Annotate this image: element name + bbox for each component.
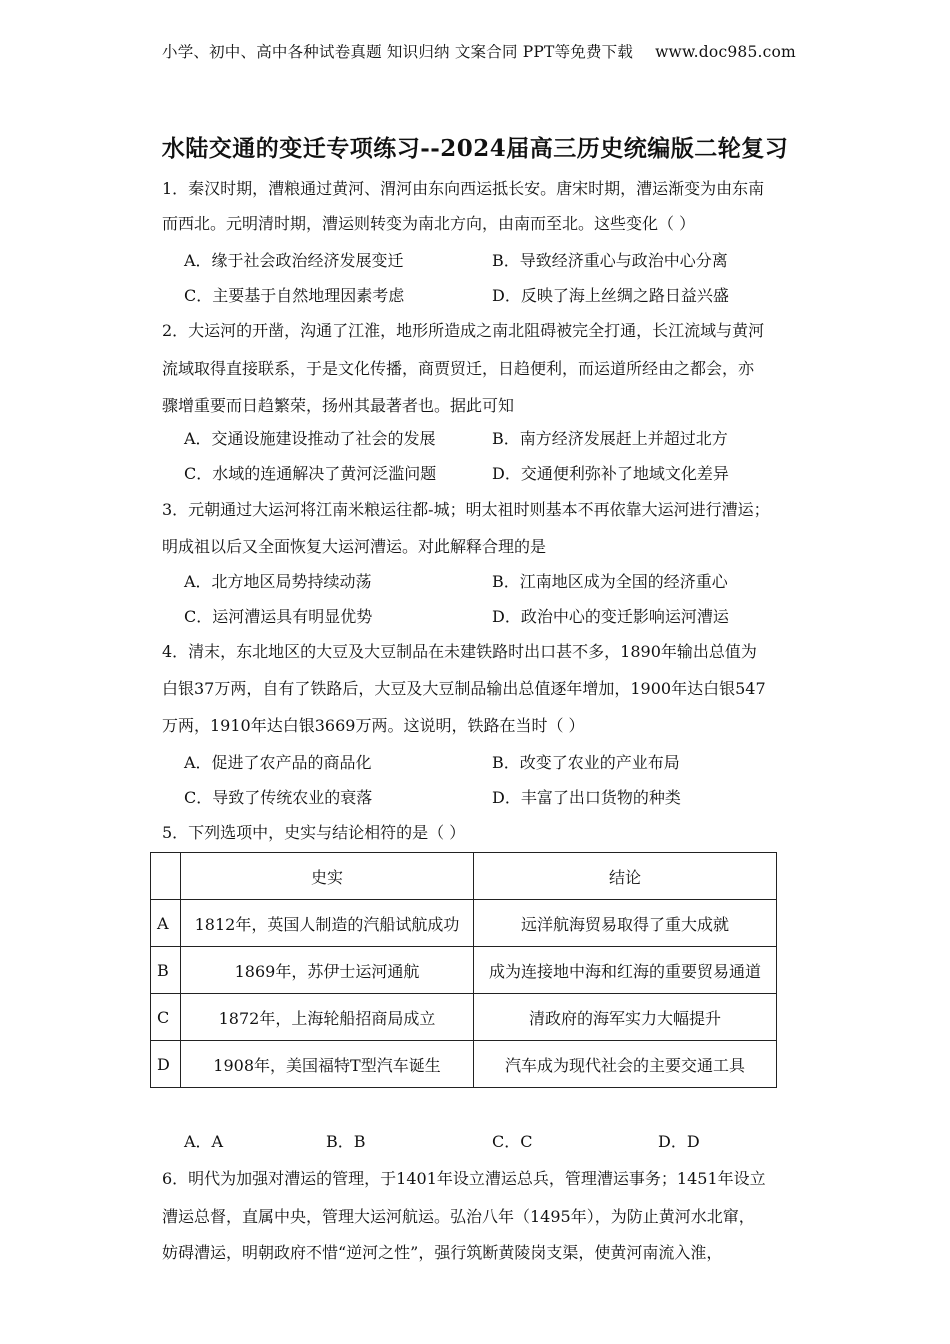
q3-option-c[interactable]: C．运河漕运具有明显优势 <box>184 607 373 626</box>
q5-header-conclusion: 结论 <box>474 853 777 900</box>
q5-row-fact: 1869年，苏伊士运河通航 <box>181 947 474 994</box>
q1-option-c[interactable]: C．主要基于自然地理因素考虑 <box>184 286 405 305</box>
q4-stem-line-3: 万两，1910年达白银3669万两。这说明，铁路在当时（ ） <box>162 716 585 735</box>
q5-table-header-row <box>151 853 777 900</box>
q5-header-blank <box>151 853 181 900</box>
q5-row-conclusion: 远洋航海贸易取得了重大成就 <box>474 900 777 947</box>
q5-row-conclusion: 清政府的海军实力大幅提升 <box>474 994 777 1041</box>
table-row <box>151 994 777 1041</box>
q2-option-b[interactable]: B．南方经济发展赶上并超过北方 <box>492 429 728 448</box>
q1-option-a[interactable]: A．缘于社会政治经济发展变迁 <box>184 251 404 270</box>
q2-stem-line-3: 骤增重要而日趋繁荣，扬州其最著者也。据此可知 <box>162 396 515 415</box>
q5-row-label: B <box>151 947 181 994</box>
q5-row-conclusion: 成为连接地中海和红海的重要贸易通道 <box>474 947 777 994</box>
page-title: 水陆交通的变迁专项练习--2024届高三历史统编版二轮复习 <box>161 135 789 162</box>
q6-stem-line-1: 6．明代为加强对漕运的管理，于1401年设立漕运总兵，管理漕运事务；1451年设立 <box>162 1169 766 1188</box>
q4-option-a[interactable]: A．促进了农产品的商品化 <box>184 753 372 772</box>
q5-row-label: D <box>151 1041 181 1088</box>
q5-row-label: C <box>151 994 181 1041</box>
q5-row-fact: 1812年，英国人制造的汽船试航成功 <box>181 900 474 947</box>
q4-stem-line-1: 4．清末，东北地区的大豆及大豆制品在未建铁路时出口甚不多，1890年输出总值为 <box>162 642 757 661</box>
q3-stem-line-1: 3．元朝通过大运河将江南米粮运往都-城；明太祖时则基本不再依靠大运河进行漕运； <box>162 500 770 519</box>
q4-option-d[interactable]: D．丰富了出口货物的种类 <box>492 788 681 807</box>
q3-option-b[interactable]: B．江南地区成为全国的经济重心 <box>492 572 728 591</box>
q5-table <box>150 852 777 1088</box>
q4-option-c[interactable]: C．导致了传统农业的衰落 <box>184 788 373 807</box>
header-text: 小学、初中、高中各种试卷真题 知识归纳 文案合同 PPT等免费下载 <box>162 43 634 61</box>
q3-stem-line-2: 明成祖以后又全面恢复大运河漕运。对此解释合理的是 <box>162 537 547 556</box>
q1-option-b[interactable]: B．导致经济重心与政治中心分离 <box>492 251 728 270</box>
q4-stem-line-2: 白银37万两，自有了铁路后，大豆及大豆制品输出总值逐年增加，1900年达白银547 <box>162 679 766 698</box>
q2-option-a[interactable]: A．交通设施建设推动了社会的发展 <box>184 429 436 448</box>
q5-row-fact: 1872年，上海轮船招商局成立 <box>181 994 474 1041</box>
table-row <box>151 1041 777 1088</box>
q2-option-c[interactable]: C．水域的连通解决了黄河泛滥问题 <box>184 464 437 483</box>
q1-stem-line-2: 而西北。元明清时期，漕运则转变为南北方向，由南而至北。这些变化（ ） <box>162 214 696 233</box>
q1-option-d[interactable]: D．反映了海上丝绸之路日益兴盛 <box>492 286 729 305</box>
q6-stem-line-3: 妨碍漕运，明朝政府不惜“逆河之性”，强行筑断黄陵岗支渠，使黄河南流入淮， <box>162 1243 723 1262</box>
q5-option-c[interactable]: C．C <box>492 1132 533 1151</box>
q5-row-conclusion: 汽车成为现代社会的主要交通工具 <box>474 1041 777 1088</box>
q5-option-b[interactable]: B．B <box>326 1132 366 1151</box>
q5-option-a[interactable]: A．A <box>184 1132 224 1151</box>
q1-stem-line-1: 1．秦汉时期，漕粮通过黄河、渭河由东向西运抵长安。唐宋时期，漕运渐变为由东南 <box>162 179 765 198</box>
q2-stem-line-1: 2．大运河的开凿，沟通了江淮，地形所造成之南北阻碍被完全打通，长江流域与黄河 <box>162 321 765 340</box>
q5-header-fact: 史实 <box>181 853 474 900</box>
q4-option-b[interactable]: B．改变了农业的产业布局 <box>492 753 680 772</box>
q5-stem: 5．下列选项中，史实与结论相符的是（ ） <box>162 823 466 842</box>
q5-row-fact: 1908年，美国福特T型汽车诞生 <box>181 1041 474 1088</box>
q5-option-d[interactable]: D．D <box>658 1132 700 1151</box>
header-site-link[interactable]: www.doc985.com <box>655 43 796 61</box>
table-row <box>151 947 777 994</box>
q2-option-d[interactable]: D．交通便利弥补了地域文化差异 <box>492 464 729 483</box>
q5-row-label: A <box>151 900 181 947</box>
table-row <box>151 900 777 947</box>
q6-stem-line-2: 漕运总督，直属中央，管理大运河航运。弘治八年（1495年），为防止黄河水北窜， <box>162 1207 755 1226</box>
q3-option-a[interactable]: A．北方地区局势持续动荡 <box>184 572 372 591</box>
q3-option-d[interactable]: D．政治中心的变迁影响运河漕运 <box>492 607 729 626</box>
page-header <box>162 40 796 62</box>
q2-stem-line-2: 流域取得直接联系，于是文化传播，商贾贸迁，日趋便利，而运道所经由之都会，亦 <box>162 359 755 378</box>
